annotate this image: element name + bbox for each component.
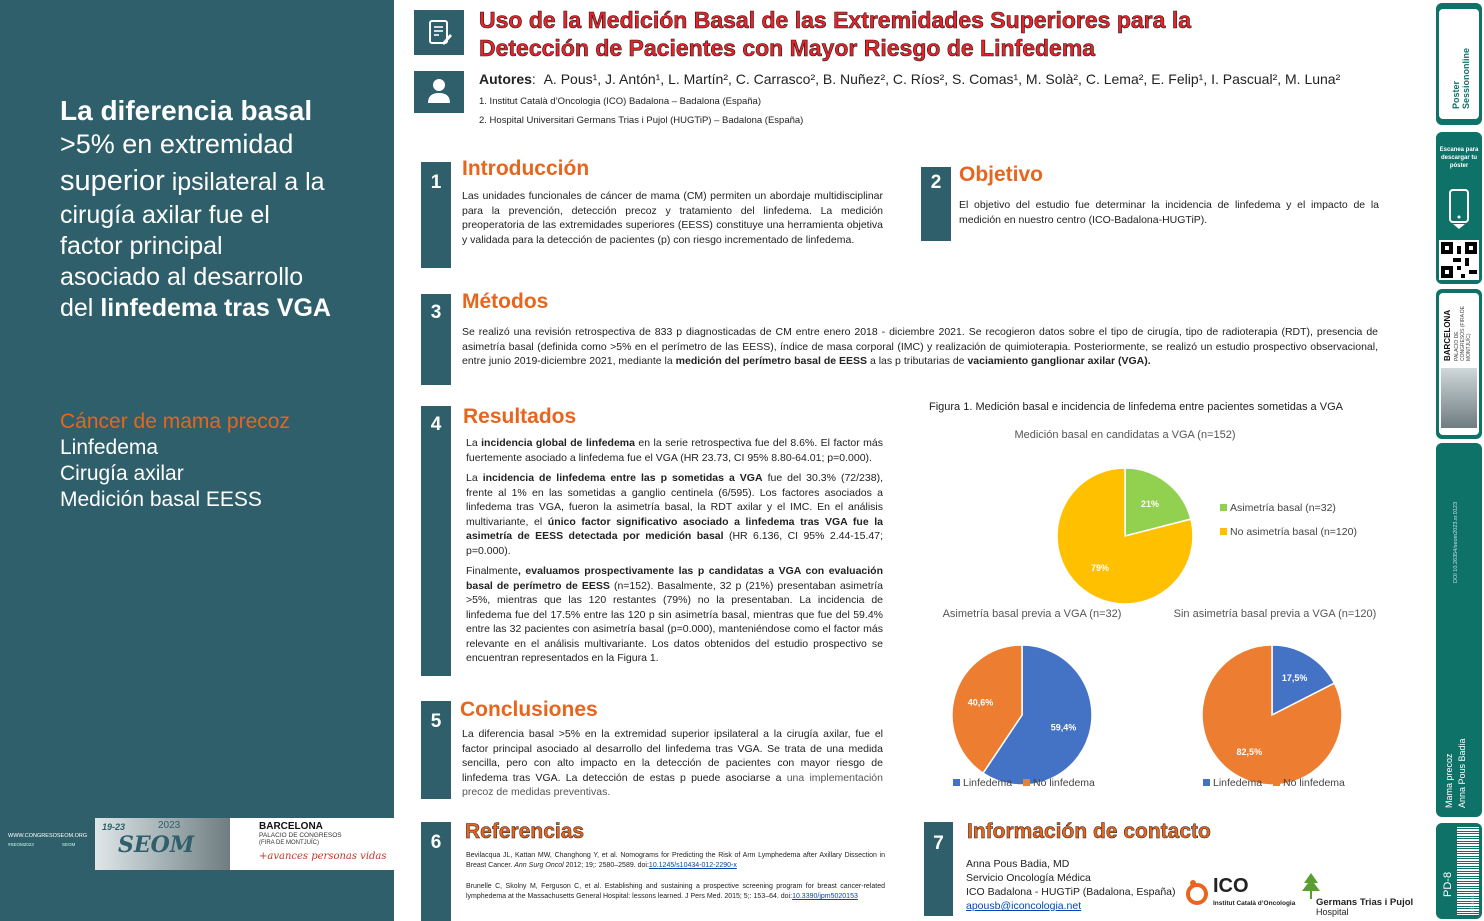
chart-3-title: Sin asimetría basal previa a VGA (n=120) <box>1173 608 1377 620</box>
headline-line-5: factor principal <box>60 232 223 260</box>
seom-logo: SEOM <box>118 832 195 858</box>
congress-hashtag: #SEOM2023 <box>8 842 34 847</box>
congress-slogan: +avances personas vidas <box>259 851 387 862</box>
section-6-text <box>466 851 885 902</box>
reference-1-link[interactable]: 10.1245/s10434-012-2290-x <box>648 862 737 869</box>
barcode-text: SEOM2023 <box>1470 892 1475 913</box>
section-1-number: 1 <box>421 162 451 268</box>
section-4-text <box>466 436 883 666</box>
chart-3-legend-swatch-1 <box>1203 779 1210 786</box>
authors-label: Autores <box>479 71 532 87</box>
chart-1-data-label-1: 21% <box>1140 498 1160 509</box>
results-paragraph-3: Finalmente, evaluamos prospectivamente las p candidatas a VGA con evaluación basal de perímetro de EESS (n=152). Basalmente, 32 p (21%) presentaban asimetría >5%, mientras que las 120 restantes (79%) no la presentaban. La incidencia de linfedema fue del 17.5% entre las 120 p sin asimetría basal, mientras que fue del 59.4% entre las 32 pacientes con asimetría basal (p=0.000), manteniéndose como el factor más relevante en el análisis multivariante. Los datos obtenidos del estudio prospectivo se encuentran representados en la Figura 1. <box>466 565 884 664</box>
section-2-number: 2 <box>921 167 951 241</box>
hospital-logo-text: Germans Trias i Pujol <box>1316 897 1414 908</box>
page-title: Uso de la Medición Basal de las Extremidades Superiores para la Detección de Pacientes con Mayor Riesgo de Linfedema <box>479 7 1192 61</box>
barcode-icon <box>1457 827 1479 915</box>
headline-line-6: asociado al desarrollo <box>60 263 304 291</box>
ico-logo-mark <box>1183 877 1213 907</box>
info-panel <box>1436 443 1482 817</box>
results-paragraph-1: La incidencia global de linfedema en la serie retrospectiva fue del 8.6%. El factor más fuertemente asociado a linfedema fue el VGA (HR 23.73, CI 95% 8.80-64.01; p=0.000). <box>466 437 883 464</box>
chart-3-legend-label-1: Linfedema <box>1213 777 1263 789</box>
seom-art <box>1441 368 1477 428</box>
chart-2-title: Asimetría basal previa a VGA (n=32) <box>942 608 1122 620</box>
section-5-number: 5 <box>421 701 451 799</box>
chart-3-data-label-1: 17,5% <box>1281 672 1308 683</box>
keyword-4: Medición basal EESS <box>60 488 262 511</box>
contact-center: ICO Badalona - HUGTiP (Badalona, España) <box>966 886 1176 898</box>
contact-dept: Servicio Oncología Médica <box>966 872 1091 884</box>
ico-logo <box>1183 873 1296 913</box>
code-panel <box>1436 823 1482 919</box>
section-1-title: Introducción <box>462 157 590 180</box>
figure-caption: Figura 1. Medición basal e incidencia de linfedema entre pacientes sometidas a VGA <box>929 401 1343 413</box>
chart-2-legend-label-2: No linfedema <box>1033 777 1095 789</box>
chart-2-legend-swatch-2 <box>1023 779 1030 786</box>
contact-email[interactable]: apousb@iconcologia.net <box>966 900 1082 912</box>
section-3-number: 3 <box>421 294 451 385</box>
doi-text: DOI 10.26354/seom2023.sr.0123 <box>1453 501 1459 583</box>
section-7-number: 7 <box>924 822 953 916</box>
chart-1-legend-label-1: Asimetría basal (n=32) <box>1230 502 1336 514</box>
section-3-text: Se realizó una revisión retrospectiva de 833 p diagnosticadas de CM entre enero 2018 - diciembre 2021. Se recogieron datos sobre el tipo de cirugía, tipo de radioterapia (RDT), presencia de asimetría basal (definida como >5% en el perímetro de las EESS), índice de masa corporal (IMC) y realización de quimioterapia. Posteriormente, se realizó un estudio prospectivo observacional, entre junio 2019-diciembre 2021, mediante la medición del perímetro basal de EESS a las p tributarias de vaciamiento ganglionar axilar (VGA). <box>462 326 1378 367</box>
headline-line-1: La diferencia basal <box>60 95 313 126</box>
headline-line-4: cirugía axilar fue el <box>60 201 270 229</box>
authors: Autores: A. Pous¹, J. Antón¹, L. Martín², C. Carrasco², B. Nuñez², C. Ríos², S. Comas¹, M. Solà², C. Lema², E. Felip¹, I. Pascual², M. Luna² <box>479 71 1341 87</box>
section-5-text: La diferencia basal >5% en la extremidad superior ipsilateral a la cirugía axilar, fue el factor principal asociado al desarrollo del linfedema tras VGA. Se trata de una medida sencilla, pero con alto impacto en la detección de pacientes con mayor riesgo de linfedema tras VGA. La detección de estas p puede asociarse a una implementación precoz de medidas preventivas. <box>462 728 883 798</box>
congress-city: BARCELONA <box>259 821 323 832</box>
section-4-number: 4 <box>421 406 451 676</box>
affiliation-1: 1. Institut Català d’Oncologia (ICO) Badalona – Badalona (España) <box>479 96 761 107</box>
hospital-logo <box>1296 871 1428 917</box>
author-text: Anna Pous Badia <box>1457 738 1467 808</box>
qr-code-icon[interactable] <box>1439 240 1479 280</box>
congress-tiny: SEOM <box>62 842 76 847</box>
ico-logo-subtitle: Institut Català d’Oncologia <box>1213 900 1296 907</box>
left-panel <box>0 0 394 921</box>
figure-charts <box>930 420 1430 800</box>
contact-info <box>966 857 1176 913</box>
results-paragraph-2: La incidencia de linfedema entre las p sometidas a VGA fue del 30.3% (72/238), frente al 1% en las sometidas a ganglio centinela (6/595). Los factores asociados a linfedema tras VGA, fueron la asimetría basal, la RDT axilar y el IMC. En el análisis multivariante, el único factor significativo asociado a linfedema tras VGA fue la asimetría de EESS detectada por medición basal (HR 6.136, CI 95% 2.44-15.47; p=0.000). <box>466 472 883 557</box>
chart-3-data-label-2: 82,5% <box>1236 747 1263 758</box>
keyword-1: Cáncer de mama precoz <box>60 410 290 433</box>
section-2-text: El objetivo del estudio fue determinar la incidencia de linfedema y el impacto de la medición en nuestro centro (ICO-Badalona-HUGTiP). <box>959 199 1379 226</box>
reference-2: Brunelle C, Skolny M, Ferguson C, et al. Establishing and sustaining a prospective screening program for breast cancer-related lymphedema at the Massachusetts General Hospital: lessons learned. J Pers Med. 2015; 5;: 153–64. doi:10.3390/jpm5020153 <box>466 883 885 900</box>
download-panel <box>1436 132 1482 284</box>
chart-2-legend-swatch-1 <box>953 779 960 786</box>
section-7-title: Información de contacto <box>967 820 1211 843</box>
keyword-3: Cirugía axilar <box>60 462 184 485</box>
congress-site: WWW.CONGRESOSEOM.ORG <box>8 833 88 839</box>
chart-1-data-label-2: 79% <box>1090 563 1110 574</box>
congress-banner <box>0 818 394 870</box>
poster-session-brand: Poster Sessiononline <box>1451 47 1471 109</box>
reference-2-link[interactable]: 10.3390/jpm5020153 <box>792 893 858 900</box>
document-edit-icon <box>414 10 464 55</box>
reference-1: Bevilacqua JL, Kattan MW, Changhong Y, et al. Nomograms for Predicting the Risk of Arm Lymphedema after Axillary Dissection in Breast Cancer. Ann Surg Oncol 2012; 19;: 2580–2589. doi:10.1245/s10434-012-2290-x <box>466 852 885 869</box>
headline-line-7: del linfedema tras VGA <box>60 294 331 322</box>
poster-code: PD-8 <box>1442 871 1454 897</box>
section-4-title: Resultados <box>463 405 577 428</box>
hospital-logo-subtitle: Hospital <box>1316 907 1349 917</box>
phone-icon <box>1447 188 1471 230</box>
event-venue: PALACIO DE CONGRESOS (FIRA DE MONTJUÏC) <box>1454 305 1472 361</box>
ico-logo-text: ICO <box>1213 875 1249 897</box>
congress-venue: PALACIO DE CONGRESOS <box>259 832 342 839</box>
chart-1-title: Medición basal en candidatas a VGA (n=152) <box>1014 429 1236 441</box>
section-1-text: Las unidades funcionales de cáncer de mama (CM) permiten un abordaje multidisciplinar para la prevención, detección precoz y tratamiento del linfedema. La medición preoperatoria de las extremidades superiores (EESS) constituye una herramienta objetiva y validada para la detección de pacientes (p) con riesgo incrementado de linfedema. <box>462 190 883 246</box>
headline-line-3: superior ipsilateral a la <box>60 165 325 197</box>
section-5-title: Conclusiones <box>460 698 598 721</box>
section-3-title: Métodos <box>462 290 549 313</box>
chart-2-legend-label-1: Linfedema <box>963 777 1013 789</box>
scan-text: Escanea para descargar tu póster <box>1439 147 1479 169</box>
chart-3-legend-swatch-2 <box>1273 779 1280 786</box>
chart-1-legend-swatch-1 <box>1220 504 1227 511</box>
headline-line-2: >5% en extremidad <box>60 129 294 159</box>
user-icon <box>414 71 464 113</box>
chart-2-data-label-1: 59,4% <box>1050 722 1077 733</box>
topic-text: Mama precoz <box>1444 753 1454 808</box>
keyword-2: Linfedema <box>60 436 159 459</box>
poster-session-badge <box>1436 3 1482 125</box>
contact-name: Anna Pous Badia, MD <box>966 858 1070 870</box>
congress-year: 2023 <box>158 820 181 831</box>
authors-list: A. Pous¹, J. Antón¹, L. Martín², C. Carrasco², B. Nuñez², C. Ríos², S. Comas¹, M. Solà², C. Lema², E. Felip¹, I. Pascual², M. Luna² <box>543 71 1341 87</box>
chart-2-data-label-2: 40,6% <box>967 697 994 708</box>
chart-3-legend-label-2: No linfedema <box>1283 777 1345 789</box>
section-6-number: 6 <box>421 822 451 921</box>
affiliation-2: 2. Hospital Universitari Germans Trias i Pujol (HUGTiP) – Badalona (España) <box>479 115 804 126</box>
event-panel <box>1436 289 1482 439</box>
section-6-title: Referencias <box>465 820 585 843</box>
section-2-title: Objetivo <box>959 163 1044 186</box>
event-city: BARCELONA <box>1443 309 1452 361</box>
congress-dates: 19-23 <box>102 822 126 832</box>
chart-1-legend-label-2: No asimetría basal (n=120) <box>1230 526 1357 538</box>
congress-venue-2: (FIRA DE MONTJUÏC) <box>259 840 319 846</box>
chart-1-legend-swatch-2 <box>1220 528 1227 535</box>
